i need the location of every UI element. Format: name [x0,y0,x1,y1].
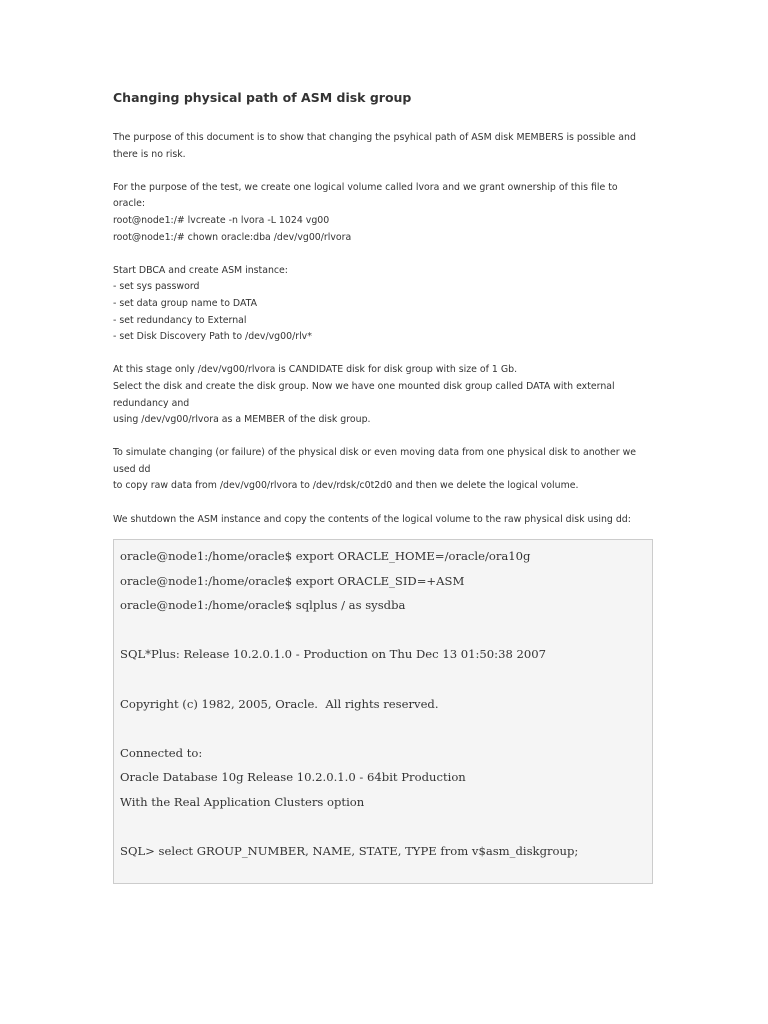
code-line [120,815,652,840]
code-line: SQL*Plus: Release 10.2.0.1.0 - Production on Thu Dec 13 01:50:38 2007 [120,647,547,662]
list-item: - set redundancy to External [113,314,247,326]
text-line: oracle: [113,198,146,210]
text-line: We shutdown the ASM instance and copy the contents of the logical volume to the raw physical disk using dd: [113,513,631,525]
code-line: With the Real Application Clusters option [120,794,365,809]
text-line: redundancy and [113,397,190,409]
code-line [120,667,652,692]
paragraph-test-setup [113,180,658,246]
text-line: there is no risk. [113,148,186,160]
text-line: At this stage only /dev/vg00/rlvora is CANDIDATE disk for disk group with size of 1 Gb. [113,364,518,376]
list-item: - set Disk Discovery Path to /dev/vg00/rlv* [113,331,312,343]
text-line: For the purpose of the test, we create one logical volume called lvora and we grant ownership of this file to [113,181,618,193]
code-block [113,539,653,884]
code-line: oracle@node1:/home/oracle$ export ORACLE_SID=+ASM [120,573,465,588]
list-item: - set sys password [113,281,200,293]
text-line: To simulate changing (or failure) of the physical disk or even moving data from one physical disk to another we [113,447,637,459]
document-body [113,88,658,545]
code-line: Connected to: [120,745,203,760]
code-line [120,716,652,741]
code-line: SQL> select GROUP_NUMBER, NAME, STATE, TYPE from v$asm_diskgroup; [120,844,579,859]
list-item: - set data group name to DATA [113,297,258,309]
text-line: Start DBCA and create ASM instance: [113,264,288,276]
command-line: root@node1:/# lvcreate -n lvora -L 1024 vg00 [113,214,330,226]
text-line: Select the disk and create the disk group. Now we have one mounted disk group called DATA with external [113,380,615,392]
text-line: The purpose of this document is to show that changing the psyhical path of ASM disk MEMBERS is possible and [113,132,636,143]
paragraph-candidate-disk [113,362,658,428]
document-title: Changing physical path of ASM disk group [113,90,412,105]
code-line [120,618,652,643]
paragraph-purpose [113,130,658,163]
text-line: using /dev/vg00/rlvora as a MEMBER of the disk group. [113,414,371,426]
command-line: root@node1:/# chown oracle:dba /dev/vg00/rlvora [113,231,352,243]
text-line: to copy raw data from /dev/vg00/rlvora to /dev/rdsk/c0t2d0 and then we delete the logical volume. [113,480,579,492]
code-line: Copyright (c) 1982, 2005, Oracle. All rights reserved. [120,696,439,711]
paragraph-simulate-failure [113,445,658,495]
code-line: oracle@node1:/home/oracle$ sqlplus / as sysdba [120,598,406,613]
code-line: Oracle Database 10g Release 10.2.0.1.0 - 64bit Production [120,770,466,785]
paragraph-shutdown [113,512,658,529]
text-line: used dd [113,463,151,475]
paragraph-dbca-steps [113,263,658,346]
code-line: oracle@node1:/home/oracle$ export ORACLE_HOME=/oracle/ora10g [120,549,531,563]
